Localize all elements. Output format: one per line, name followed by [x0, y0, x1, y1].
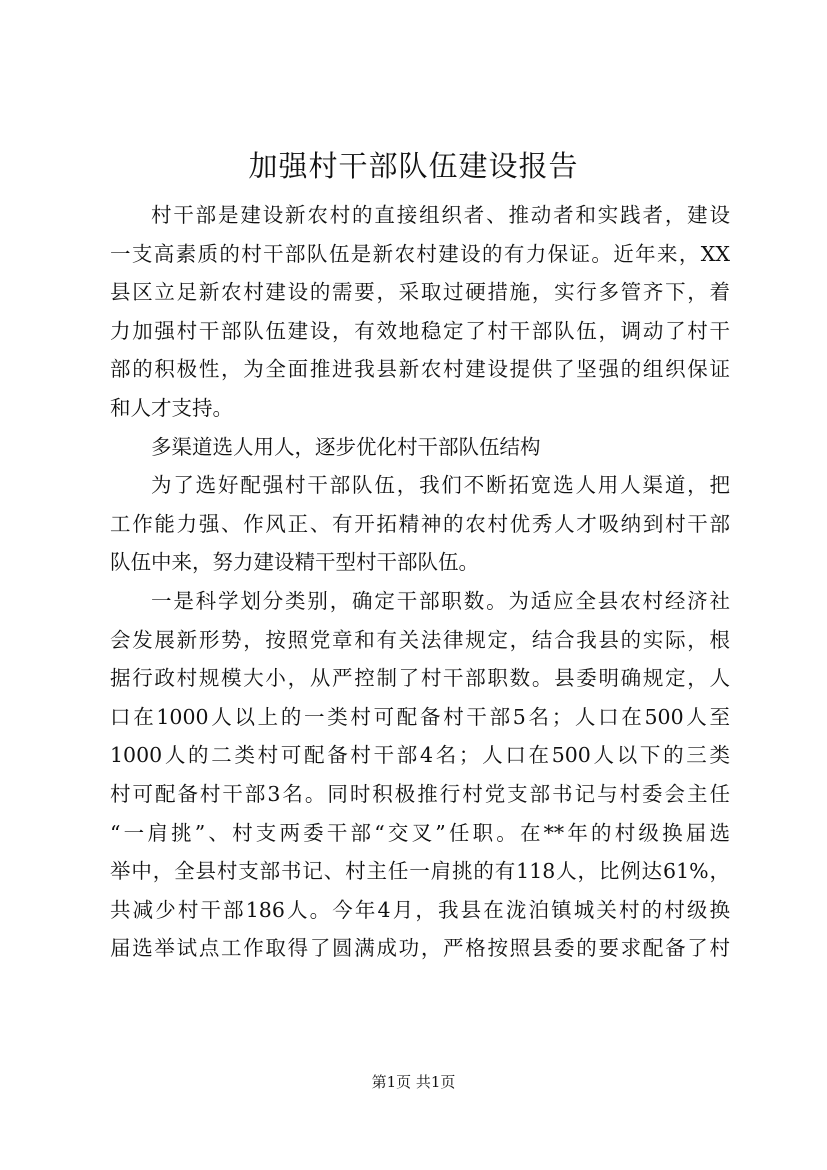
- text-line: 部的积极性，为全面推进我县新农村建设提供了坚强的组织保证: [110, 357, 730, 382]
- text-line: 一支高素质的村干部队伍是新农村建设的有力保证。近年来，XX: [110, 241, 730, 266]
- page-footer: 第1页 共1页: [371, 1073, 456, 1091]
- text-line: 为了选好配强村干部队伍，我们不断拓宽选人用人渠道，把: [151, 473, 730, 498]
- section-heading: 多渠道选人用人，逐步优化村干部队伍结构: [151, 434, 541, 459]
- document-body: [110, 196, 730, 968]
- text-line: 县区立足新农村建设的需要，采取过硬措施，实行多管齐下，着: [110, 280, 730, 305]
- text-line: 村可配备村干部3名。同时积极推行村党支部书记与村委会主任: [110, 781, 730, 806]
- text-line: 1000人的二类村可配备村干部4名；人口在500人以下的三类: [110, 743, 730, 768]
- text-line: “一肩挑”、村支两委干部“交叉”任职。在**年的村级换届选: [110, 820, 730, 845]
- text-line: 工作能力强、作风正、有开拓精神的农村优秀人才吸纳到村干部: [110, 511, 730, 536]
- text-line: 村干部是建设新农村的直接组织者、推动者和实践者，建设: [151, 203, 730, 227]
- text-line: 会发展新形势，按照党章和有关法律规定，结合我县的实际，根: [110, 627, 730, 652]
- document-title: 加强村干部队伍建设报告: [248, 149, 579, 183]
- text-line: 举中，全县村支部书记、村主任一肩挑的有118人，比例达61%，: [110, 859, 730, 884]
- text-line: 力加强村干部队伍建设，有效地稳定了村干部队伍，调动了村干: [110, 318, 730, 343]
- text-line: 队伍中来，努力建设精干型村干部队伍。: [110, 550, 479, 575]
- text-line: 和人才支持。: [110, 395, 233, 420]
- text-line: 一是科学划分类别，确定干部职数。为适应全县农村经济社: [151, 588, 730, 613]
- text-line: 据行政村规模大小，从严控制了村干部职数。县委明确规定，人: [110, 666, 730, 691]
- text-line: 届选举试点工作取得了圆满成功，严格按照县委的要求配备了村: [110, 936, 730, 961]
- text-line: 共减少村干部186人。今年4月，我县在泷泊镇城关村的村级换: [110, 897, 730, 922]
- text-line: 口在1000人以上的一类村可配备村干部5名；人口在500人至: [110, 704, 730, 729]
